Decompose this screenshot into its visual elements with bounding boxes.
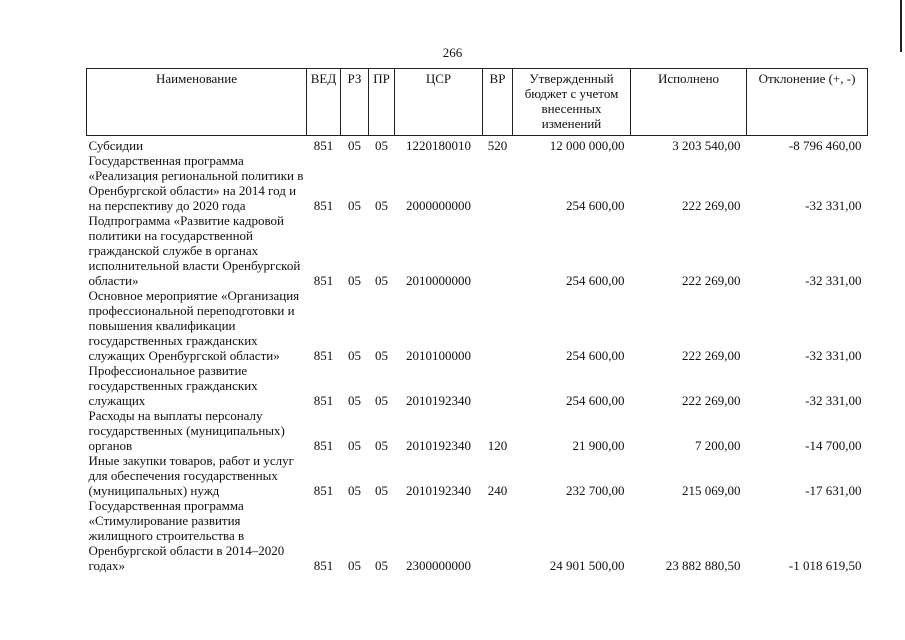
cell-executed: 215 069,00: [682, 483, 741, 498]
cell-name: Государственная программа «Реализация региональной политики в Оренбургской области» на 2014 год и на перспективу до 2020 года: [88, 153, 304, 213]
cell-name: Профессиональное развитие государственных гражданских служащих: [88, 363, 258, 408]
cell-name: Иные закупки товаров, работ и услуг для обеспечения государственных (муниципальных) нужд: [88, 453, 294, 498]
table-body: [87, 136, 868, 574]
header-pr: ПР: [369, 69, 395, 136]
table-row: [87, 153, 868, 213]
header-csr: ЦСР: [395, 69, 483, 136]
cell-approved: 24 901 500,00: [549, 558, 625, 573]
cell-pr: 05: [375, 138, 388, 153]
cell-pr: 05: [375, 483, 388, 498]
cell-vr: [483, 498, 513, 573]
cell-deviation: -8 796 460,00: [788, 138, 862, 153]
cell-ved: 851: [313, 438, 334, 453]
cell-ved: 851: [313, 198, 334, 213]
cell-ved: 851: [313, 348, 334, 363]
cell-csr: 1220180010: [406, 138, 471, 153]
cell-approved: 254 600,00: [566, 273, 625, 288]
header-rz: РЗ: [341, 69, 369, 136]
cell-pr: 05: [375, 438, 388, 453]
cell-csr: 2010192340: [406, 438, 471, 453]
cell-executed: 23 882 880,50: [665, 558, 741, 573]
cell-approved: 21 900,00: [572, 438, 625, 453]
cell-name: Основное мероприятие «Организация профессиональной переподготовки и повышения квалификации государственных гражданских служащих Оренбургской области»: [88, 288, 300, 363]
header-executed: Исполнено: [631, 69, 747, 136]
header-approved: Утвержденный бюджет с учетом внесенных изменений: [513, 69, 631, 136]
table-header: [87, 69, 868, 136]
header-name: Наименование: [87, 69, 307, 136]
cell-rz: 05: [348, 393, 361, 408]
cell-csr: 2010100000: [406, 348, 471, 363]
cell-vr: [483, 288, 513, 363]
cell-rz: 05: [348, 198, 361, 213]
cell-ved: 851: [313, 138, 334, 153]
cell-name: Субсидии: [88, 138, 144, 153]
cell-ved: 851: [313, 483, 334, 498]
page-number: 266: [442, 45, 463, 60]
cell-pr: 05: [375, 348, 388, 363]
cell-csr: 2000000000: [406, 198, 471, 213]
cell-pr: 05: [375, 393, 388, 408]
cell-csr: 2010192340: [406, 483, 471, 498]
table-row: [87, 453, 868, 498]
cell-approved: 12 000 000,00: [549, 138, 625, 153]
cell-approved: 232 700,00: [566, 483, 625, 498]
cell-executed: 3 203 540,00: [672, 138, 741, 153]
cell-pr: 05: [375, 273, 388, 288]
table-row: [87, 408, 868, 453]
cell-executed: 222 269,00: [682, 393, 741, 408]
table-row: [87, 213, 868, 288]
cell-deviation: -14 700,00: [805, 438, 862, 453]
header-vr: ВР: [483, 69, 513, 136]
cell-deviation: -32 331,00: [805, 198, 862, 213]
cell-deviation: -1 018 619,50: [788, 558, 862, 573]
cell-executed: 222 269,00: [682, 273, 741, 288]
cell-rz: 05: [348, 438, 361, 453]
cell-vr: [483, 363, 513, 408]
cell-vr: [483, 213, 513, 288]
cell-deviation: -32 331,00: [805, 393, 862, 408]
cell-vr: 520: [487, 138, 508, 153]
cell-approved: 254 600,00: [566, 348, 625, 363]
cell-csr: 2010000000: [406, 273, 471, 288]
table-row: [87, 136, 868, 154]
cell-vr: 240: [487, 483, 508, 498]
table-row: [87, 288, 868, 363]
cell-rz: 05: [348, 273, 361, 288]
header-deviation: Отклонение (+, -): [747, 69, 868, 136]
cell-pr: 05: [375, 558, 388, 573]
cell-approved: 254 600,00: [566, 198, 625, 213]
cell-ved: 851: [313, 273, 334, 288]
cell-deviation: -32 331,00: [805, 273, 862, 288]
cell-name: Подпрограмма «Развитие кадровой политики на государственной гражданской службе в органах исполнительной власти Оренбургской области»: [88, 213, 301, 288]
cell-csr: 2300000000: [406, 558, 471, 573]
cell-rz: 05: [348, 483, 361, 498]
cell-pr: 05: [375, 198, 388, 213]
cell-ved: 851: [313, 558, 334, 573]
cell-deviation: -32 331,00: [805, 348, 862, 363]
cell-csr: 2010192340: [406, 393, 471, 408]
table-row: [87, 498, 868, 573]
cell-vr: 120: [487, 438, 508, 453]
cell-ved: 851: [313, 393, 334, 408]
page-edge-mark: [900, 0, 902, 52]
cell-deviation: -17 631,00: [805, 483, 862, 498]
cell-rz: 05: [348, 138, 361, 153]
cell-rz: 05: [348, 348, 361, 363]
cell-executed: 7 200,00: [695, 438, 741, 453]
cell-rz: 05: [348, 558, 361, 573]
cell-name: Расходы на выплаты персоналу государственных (муниципальных) органов: [88, 408, 285, 453]
budget-table: [86, 68, 868, 573]
table-row: [87, 363, 868, 408]
cell-executed: 222 269,00: [682, 348, 741, 363]
header-ved: ВЕД: [307, 69, 341, 136]
cell-approved: 254 600,00: [566, 393, 625, 408]
cell-executed: 222 269,00: [682, 198, 741, 213]
cell-vr: [483, 153, 513, 213]
cell-name: Государственная программа «Стимулирование развития жилищного строительства в Оренбургской области в 2014–2020 годах»: [88, 498, 285, 573]
